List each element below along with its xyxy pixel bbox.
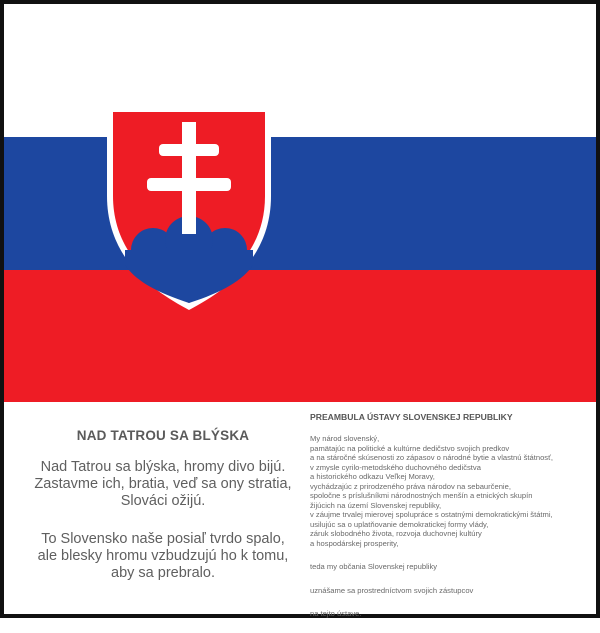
preamble-line: uznášame sa prostredníctvom svojich zástupcov — [310, 585, 474, 595]
constitution-preamble — [310, 412, 592, 633]
preamble-paragraph — [310, 609, 592, 619]
flag-blue-stripe — [4, 137, 596, 270]
anthem-line: Slováci ožijú. — [120, 493, 206, 509]
anthem-line: To Slovensko naše posiaľ tvrdo spalo, — [41, 531, 285, 547]
anthem-section — [22, 428, 304, 603]
preamble-title: PREAMBULA ÚSTAVY SLOVENSKEJ REPUBLIKY — [310, 412, 513, 422]
preamble-line: pamätajúc na politické a kultúrne dedičstvo svojich predkov — [310, 443, 510, 453]
anthem-line: aby sa prebralo. — [111, 565, 215, 581]
anthem-line: ale blesky hromu vzbudzujú ho k tomu, — [37, 548, 289, 564]
preamble-line: žijúcich na území Slovenskej republiky, — [310, 500, 442, 510]
preamble-line: a na stáročné skúsenosti zo zápasov o národné bytie a vlastnú štátnosť, — [310, 453, 554, 462]
preamble-line: v záujme trvalej mierovej spolupráce s ostatnými demokratickými štátmi, — [310, 510, 553, 519]
preamble-paragraph — [310, 562, 592, 572]
preamble-paragraph — [310, 586, 592, 596]
preamble-line: a historického odkazu Veľkej Moravy, — [310, 472, 435, 481]
preamble-line: My národ slovenský, — [310, 434, 380, 443]
preamble-line: a hospodárskej prosperity, — [310, 538, 399, 548]
preamble-line: v zmysle cyrilo-metodského duchovného dedičstva — [310, 462, 481, 472]
slovak-coat-of-arms-icon — [103, 100, 275, 312]
preamble-line: vychádzajúc z prirodzeného práva národov na sebaurčenie, — [310, 481, 511, 491]
anthem-stanza — [22, 531, 304, 582]
flag-red-stripe — [4, 270, 596, 402]
preamble-line: na tejto ústave. — [310, 609, 362, 618]
anthem-title: NAD TATROU SA BLÝSKA — [76, 428, 250, 443]
anthem-stanza — [22, 459, 304, 510]
preamble-line: usilujúc sa o uplatňovanie demokratickej formy vlády, — [310, 519, 489, 529]
flag-white-stripe — [4, 4, 596, 137]
anthem-line: Nad Tatrou sa blýska, hromy divo bijú. — [40, 459, 286, 475]
preamble-line: záruk slobodného života, rozvoja duchovnej kultúry — [310, 529, 482, 538]
slovak-flag — [4, 4, 596, 402]
anthem-line: Zastavme ich, bratia, veď sa ony stratia, — [34, 476, 292, 492]
preamble-line: teda my občania Slovenskej republiky — [310, 562, 438, 571]
preamble-line: spoločne s príslušníkmi národnostných menšín a etnických skupín — [310, 491, 533, 500]
preamble-paragraph — [310, 434, 592, 548]
